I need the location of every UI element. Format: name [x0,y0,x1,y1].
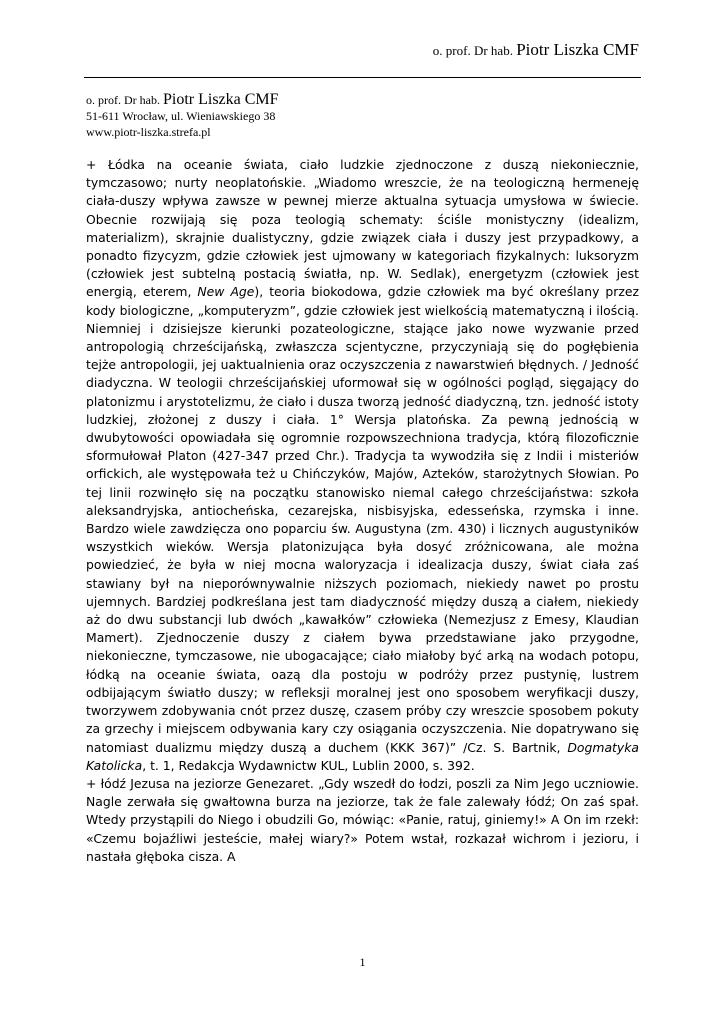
author-line [86,92,279,108]
document-body [86,156,639,866]
paragraph [86,156,639,775]
author-title-prefix: o. prof. Dr hab. [86,93,160,107]
paragraph-text: + Łódka na oceanie świata, ciało ludzkie zjednoczone z duszą niekoniecznie, tymczasowo; nurty neoplatońskie. „Wiadomo wreszcie, że na teologiczną hermeneję ciała-duszy wpływa zawsze w pewnej mierze aktualna sytuacja umysłowa w świecie. Obecnie rozwijają się poza teologią schematy: ściśle monistyczny (idealizm, materializm), skrajnie dualistyczny, gdzie związek ciała i duszy jest przypadkowy, a ponadto fizycyzm, gdzie człowiek jest ujmowany w kategoriach fizykalnych: luksoryzm (człowiek jest subtelną postacią światła, np. W. Sedlak), energetyzm (człowiek jest energią, eterem, [86,157,639,300]
header-divider [84,77,641,78]
paragraph-text: + łódź Jezusa na jeziorze Genezaret. „Gdy wszedł do łodzi, poszli za Nim Jego uczniowie. Nagle zerwała się gwałtowna burza na jeziorze, tak że fale zalewały łódź; On zaś spał. Wtedy przystąpili do Niego i obudzili Go, mówiąc: «Panie, ratuj, giniemy!» A On im rzekł: «Czemu bojaźliwi jesteście, małej wiary?» Potem wstał, rozkazał wichrom i jezioru, i nastała głęboka cisza. A [86,775,639,864]
page-header [433,40,639,60]
paragraph-italic: New Age [197,284,255,300]
page-number: 1 [359,955,366,969]
author-website: www.piotr-liszka.strefa.pl [86,125,211,139]
book-title: Dogmatyka Katolicka [86,739,639,773]
author-name: Piotr Liszka CMF [162,91,279,108]
paragraph-text: ), teoria biokodowa, gdzie człowiek ma być określany przez kody biologiczne, „komputeryzm”, gdzie człowiek jest wielkością matematyczną i ilością. Niemniej i dzisiejsze kierunki pozateologiczne, stające jako nowe wyzwanie przed antropologią chrześcijańską, zwłaszcza scjentyczne, przyczyniają się do pogłębienia tejże antropologii, jej uaktualnienia oraz oczyszczenia z nawarstwień błędnych. / Jedność diadyczna. W teologii chrześcijańskiej uformował się w ogólności pogląd, sięgający do platonizmu i arystotelizmu, że ciało i dusza tworzą jedność diadyczną, tzn. jedność istoty ludzkiej, złożonej z duszy i ciała. 1° Wersja platońska. Za pewną jednością w dwubytowości opowiadała się ogromnie rozpowszechniona tradycja, którą filozoficznie sformułował Platon (427-347 przed Chr.). Tradycja ta wywodziła się z Indii i misteriów orfickich, ale występowała też u Chińczyków, Majów, Azteków, starożytnych Słowian. Po tej linii rozwinęło się na początku stanowisko niemal całego chrześcijaństwa: szkoła aleksandryjska, antiocheńska, cezarejska, nisbisyjska, edesseńska, rzymska i inne. Bardzo wiele zawdzięcza ono poparciu św. Augustyna (zm. 430) i licznych augustyników wszystkich wieków. Wersja platonizująca była dosyć zróżnicowana, ale można powiedzieć, że była w niej mocna waloryzacja i idealizacja duszy, świat ciała zaś stawiany był na nieporównywalnie niższych poziomach, niekiedy nawet po prostu ujemnych. Bardziej podkreślana jest tam diadyczność między duszą a ciałem, niekiedy aż do dwu substancji lub dwóch „kawałków” człowieka (Nemezjusz z Emesy, Klaudian Mamert). Zjednoczenie duszy z ciałem bywa przedstawiane jako przygodne, niekonieczne, tymczasowe, nie ubogacające; ciało miałoby być arką na wodach potopu, łódką na oceanie świata, oazą dla postoju w podróży przez pustynię, lustrem odbijającym światło duszy; w refleksji moralnej jest ono sposobem weryfikacji duszy, tworzywem zdobywania cnót przez duszę, czasem próby czy wreszcie sposobem pokuty za grzechy i miejscem odbywania kary czy osiągania oczyszczenia. Nie dopatrywano się natomiast dualizmu między duszą a duchem (KKK 367)” /Cz. S. Bartnik, [86,284,639,755]
author-address-block [86,92,279,140]
paragraph-text: , t. 1, Redakcja Wydawnictw KUL, Lublin 2000, s. 392. [142,757,475,773]
header-title-prefix: o. prof. Dr hab. [432,43,513,58]
author-street: 51-611 Wrocław, ul. Wieniawskiego 38 [86,109,276,123]
header-author-name: Piotr Liszka CMF [516,40,639,59]
paragraph [86,775,639,866]
